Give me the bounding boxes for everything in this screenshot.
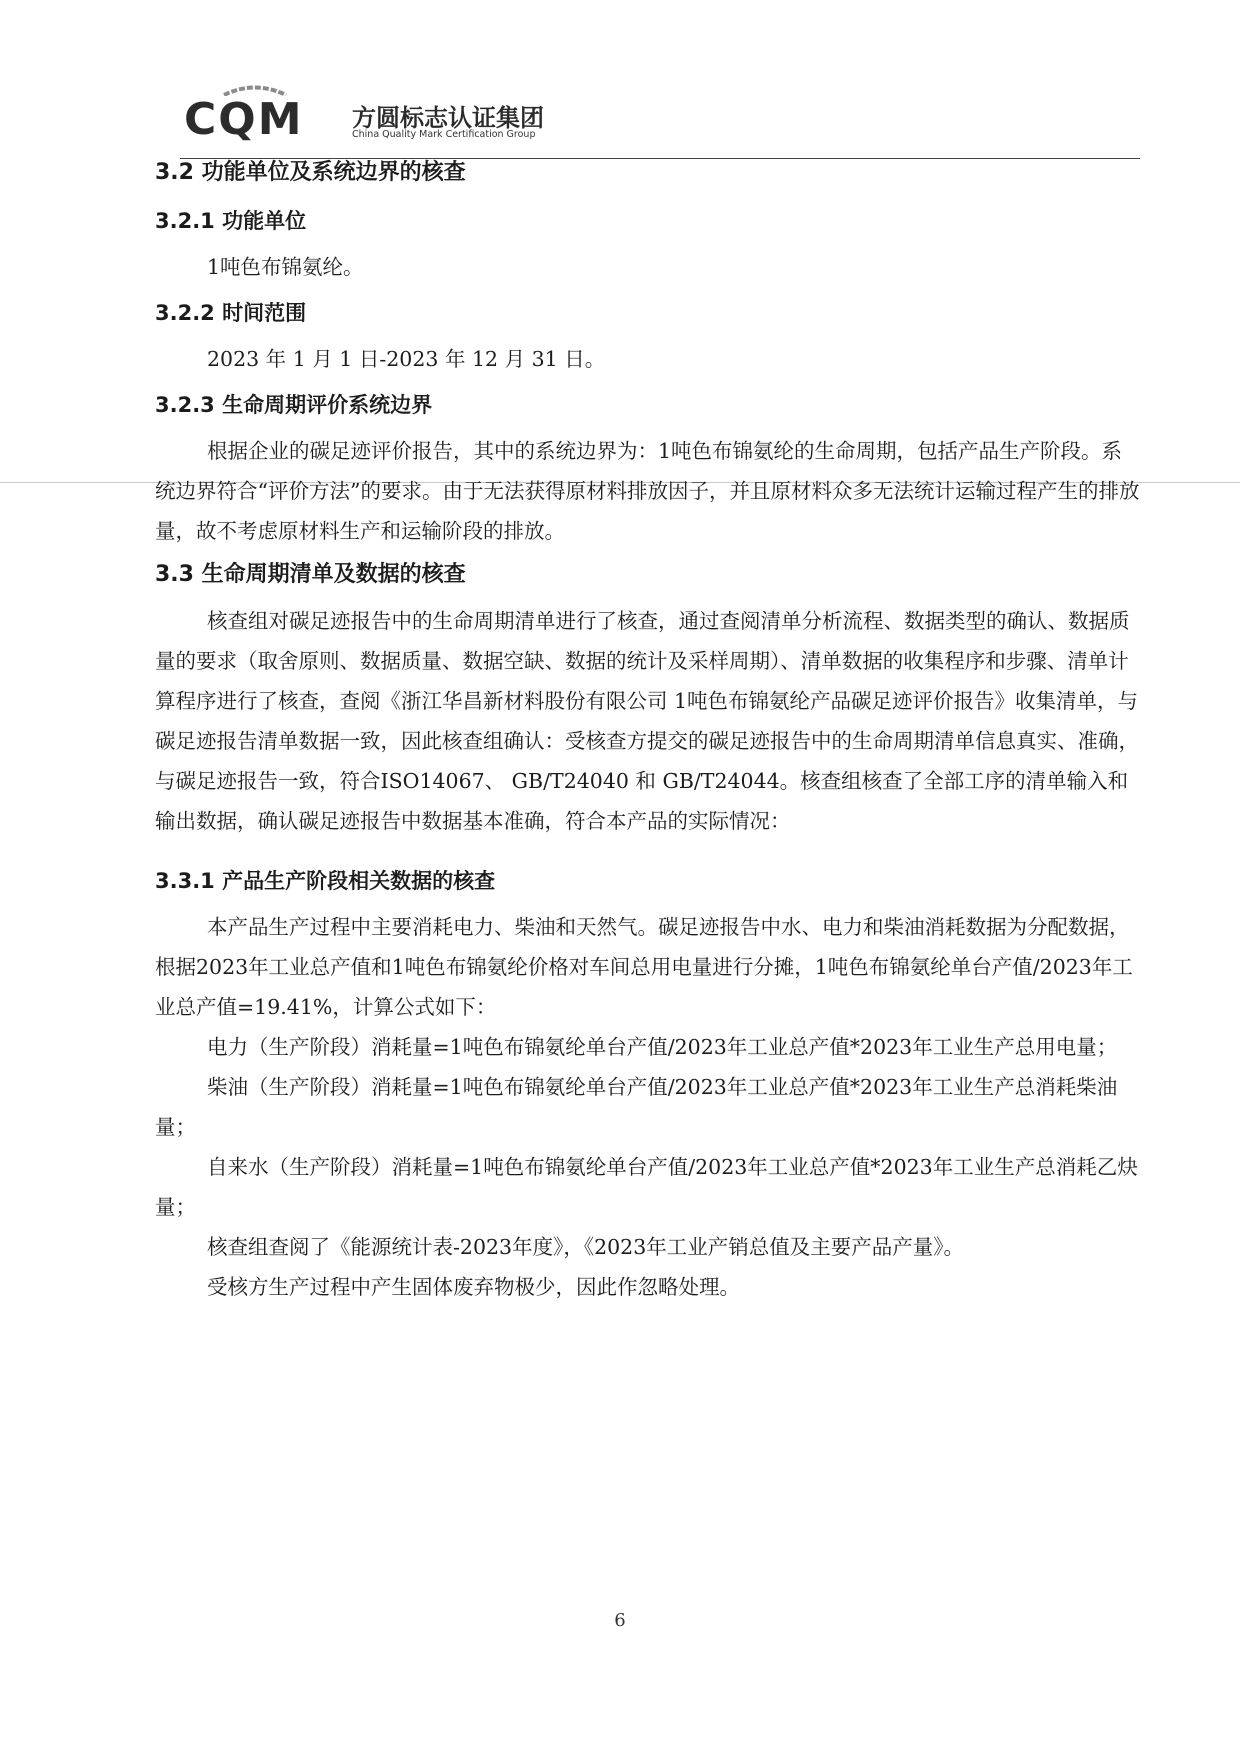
section-3-3-1-paragraph: 本产品生产过程中主要消耗电力、柴油和天然气。碳足迹报告中水、电力和柴油消耗数据为分配数据，根据2023年工业总产值和1吨色布锦氨纶价格对车间总用电量进行分摊，1吨色布锦氨纶单台产值/2023年工业总产值=19.41%，计算公式如下： [155,915,1133,1019]
section-3-2-1-title: 3.2.1 功能单位 [155,209,307,233]
logo-mark: CQM [184,94,304,145]
cqm-logo [180,78,700,148]
section-3-2-title: 3.2 功能单位及系统边界的核查 [155,160,466,185]
section-3-2-2-text: 2023 年 1 月 1 日-2023 年 12 月 31 日。 [207,347,606,371]
formula-diesel: 柴油（生产阶段）消耗量=1吨色布锦氨纶单台产值/2023年工业总产值*2023年工业生产总消耗柴油量； [155,1075,1118,1139]
section-3-3-title: 3.3 生命周期清单及数据的核查 [155,562,466,587]
section-3-2-2-title: 3.2.2 时间范围 [155,301,307,325]
page-header [180,78,1140,160]
reviewed-documents: 核查组查阅了《能源统计表-2023年度》，《2023年工业产销总值及主要产品产量》。 [207,1235,965,1259]
org-name-cn: 方圆标志认证集团 [352,104,544,132]
section-3-2-3-text: 根据企业的碳足迹评价报告，其中的系统边界为：1吨色布锦氨纶的生命周期，包括产品生产阶段。系统边界符合“评价方法”的要求。由于无法获得原材料排放因子，并且原材料众多无法统计运输过程产生的排放量，故不考虑原材料生产和运输阶段的排放。 [155,439,1140,543]
formula-water: 自来水（生产阶段）消耗量=1吨色布锦氨纶单台产值/2023年工业总产值*2023年工业生产总消耗乙炔量； [155,1155,1138,1219]
solid-waste-note: 受核方生产过程中产生固体废弃物极少，因此作忽略处理。 [207,1275,740,1299]
formula-electricity: 电力（生产阶段）消耗量=1吨色布锦氨纶单台产值/2023年工业总产值*2023年工业生产总用电量； [207,1035,1118,1059]
section-3-3-1-title: 3.3.1 产品生产阶段相关数据的核查 [155,869,496,893]
document-body [155,155,1140,1307]
section-3-2-3-title: 3.2.3 生命周期评价系统边界 [155,393,433,417]
org-name-en: China Quality Mark Certification Group [352,129,536,140]
page-number: 6 [614,1610,626,1631]
section-3-3-text: 核查组对碳足迹报告中的生命周期清单进行了核查，通过查阅清单分析流程、数据类型的确认、数据质量的要求（取舍原则、数据质量、数据空缺、数据的统计及采样周期）、清单数据的收集程序和步骤、清单计算程序进行了核查，查阅《浙江华昌新材料股份有限公司 1吨色布锦氨纶产品碳足迹评价报告》收集清单，与碳足迹报告清单数据一致，因此核查组确认：受核查方提交的碳足迹报告中的生命周期清单信息真实、准确，与碳足迹报告一致，符合ISO14067、 GB/T24040 和 GB/T24044。核查组核查了全部工序的清单输入和输出数据，确认碳足迹报告中数据基本准确，符合本产品的实际情况： [155,609,1139,833]
section-3-2-1-text: 1吨色布锦氨纶。 [207,255,364,279]
